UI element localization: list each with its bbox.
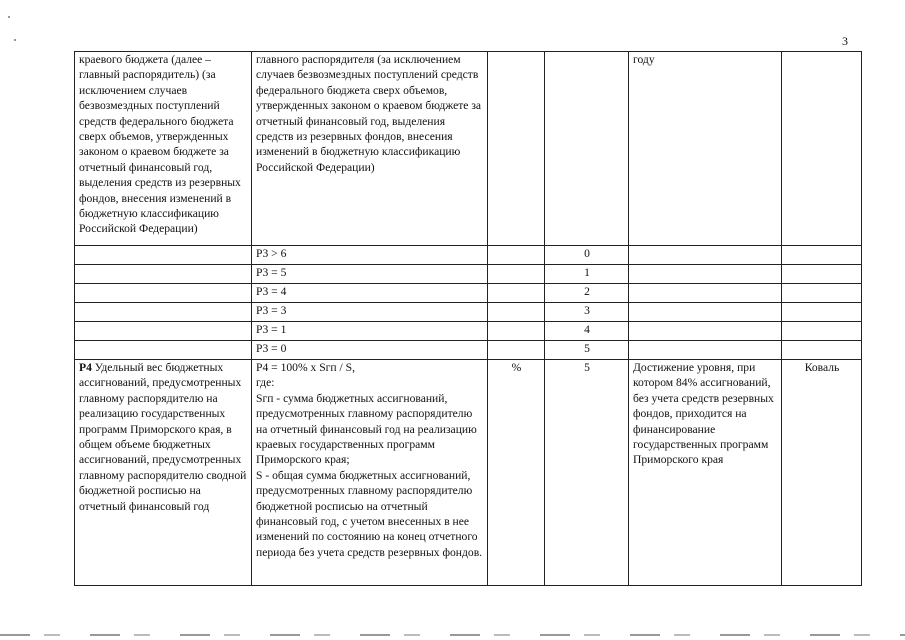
formula-where: где: [256, 376, 275, 390]
responsible-cell [782, 265, 862, 284]
formula-cell [252, 360, 488, 586]
condition-cell: Р3 = 3 [252, 303, 488, 322]
formula-s-definition: S - общая сумма бюджетных ассигнований, предусмотренных главному распорядителю бюджетной росписью на отчетный финансовый год, с учетом внесенных в нее изменений по состоянию на конец отчетного периода без учета средств резервных фондов. [256, 468, 483, 559]
condition-cell: Р3 = 1 [252, 322, 488, 341]
indicator-name-cell [75, 265, 252, 284]
table-row [75, 284, 862, 303]
points-cell [545, 52, 629, 246]
target-cell [629, 322, 782, 341]
scan-speck [8, 16, 10, 18]
target-cell [629, 303, 782, 322]
points-cell: 4 [545, 322, 629, 341]
points-cell: 1 [545, 265, 629, 284]
table-row [75, 52, 862, 246]
target-cell [629, 265, 782, 284]
indicator-name-cell [75, 303, 252, 322]
formula: Р4 = 100% х Sгп / S, [256, 361, 355, 374]
unit-cell [488, 341, 545, 360]
table-row [75, 246, 862, 265]
target-cell [629, 246, 782, 265]
responsible-cell [782, 322, 862, 341]
points-cell: 5 [545, 341, 629, 360]
table-row [75, 303, 862, 322]
indicator-name-cell [75, 360, 252, 586]
unit-cell [488, 284, 545, 303]
condition-cell: Р3 > 6 [252, 246, 488, 265]
indicator-name-cell [75, 341, 252, 360]
responsible-cell [782, 52, 862, 246]
target-cell [629, 341, 782, 360]
unit-cell [488, 322, 545, 341]
responsible-cell [782, 246, 862, 265]
condition-cell: Р3 = 4 [252, 284, 488, 303]
unit-cell [488, 265, 545, 284]
responsible-cell: Коваль [782, 360, 862, 586]
indicator-name-cell [75, 284, 252, 303]
formula-sgp-definition: Sгп - сумма бюджетных ассигнований, предусмотренных главному распорядителю на отчетный финансовый год на реализацию краевых государственных программ Приморского края; [256, 391, 477, 467]
table-row [75, 322, 862, 341]
scan-edge-noise [0, 634, 905, 636]
target-cell [629, 284, 782, 303]
table-row [75, 360, 862, 586]
points-cell: 5 [545, 360, 629, 586]
points-cell: 2 [545, 284, 629, 303]
indicator-name-cell: краевого бюджета (далее – главный распорядитель) (за исключением случаев безвозмездных поступлений средств федерального бюджета сверх объемов, утвержденных законом о краевом бюджете за отчетный финансовый год, выделения средств из резервных фондов, внесения изменений в бюджетную классификацию Российской Федерации) [75, 52, 252, 246]
unit-cell: % [488, 360, 545, 586]
formula-cell: главного распорядителя (за исключением случаев безвозмездных поступлений средств федерального бюджета сверх объемов, утвержденных законом о краевом бюджете за отчетный финансовый год, выделения средств из резервных фондов, внесения изменений в бюджетную классификацию Российской Федерации) [252, 52, 488, 246]
target-cell: году [629, 52, 782, 246]
criteria-table [74, 51, 862, 586]
page-number: 3 [842, 34, 848, 48]
responsible-cell [782, 341, 862, 360]
indicator-code: Р4 [79, 361, 92, 374]
table-row [75, 265, 862, 284]
unit-cell [488, 246, 545, 265]
indicator-name: Удельный вес бюджетных ассигнований, предусмотренных главному распорядителю на реализацию государственных программ Приморского края, в общем объеме бюджетных ассигнований, предусмотренных главному распорядителю сводной бюджетной росписью на отчетный финансовый год [79, 361, 247, 513]
responsible-cell [782, 284, 862, 303]
indicator-name-cell [75, 322, 252, 341]
unit-cell [488, 52, 545, 246]
responsible-cell [782, 303, 862, 322]
points-cell: 3 [545, 303, 629, 322]
scan-speck [14, 39, 16, 41]
table-row [75, 341, 862, 360]
unit-cell [488, 303, 545, 322]
indicator-name-cell [75, 246, 252, 265]
condition-cell: Р3 = 5 [252, 265, 488, 284]
condition-cell: Р3 = 0 [252, 341, 488, 360]
target-cell: Достижение уровня, при котором 84% ассигнований, без учета средств резервных фондов, приходится на финансирование государственных программ Приморского края [629, 360, 782, 586]
points-cell: 0 [545, 246, 629, 265]
